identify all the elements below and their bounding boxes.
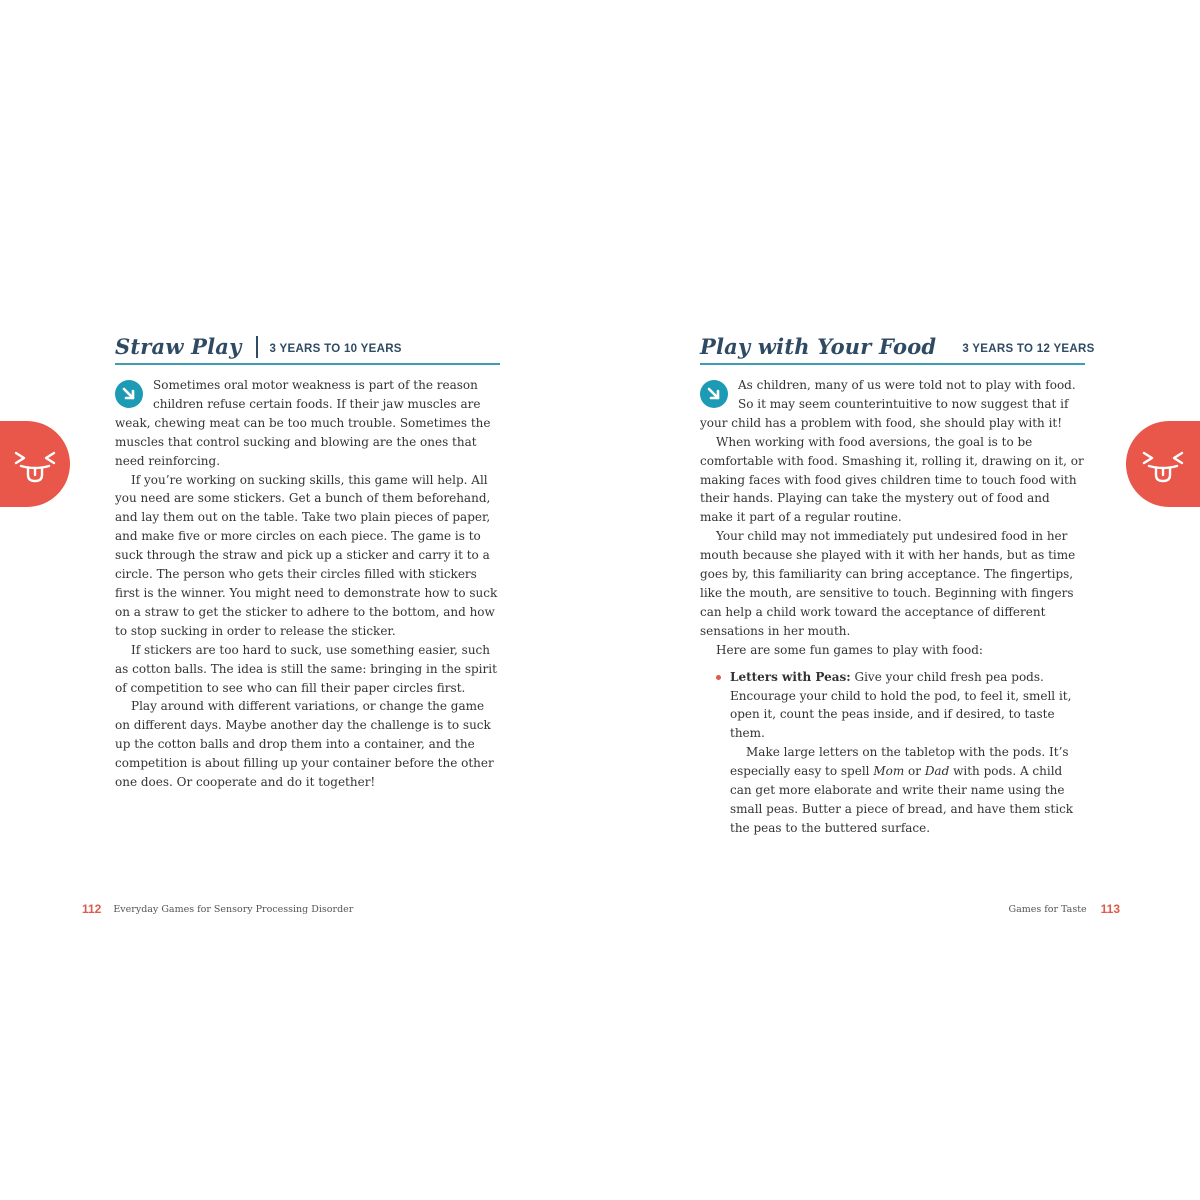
right-page (600, 0, 1200, 1200)
activity-title: Play with Your Food (700, 334, 937, 359)
activity-heading (115, 330, 500, 365)
paragraph: If stickers are too hard to suck, use something easier, such as cotton balls. The idea is still the same: bringing in the spirit of competition to see who can fill their paper circles first. (115, 642, 497, 695)
page-footer (82, 901, 353, 917)
paragraph: If you’re working on sucking skills, this game will help. All you need are some stickers. Get a bunch of them beforehand, and lay them out on the table. Take two plain pieces of paper, and make five or more circles on each piece. The game is to suck through the straw and pick up a sticker and carry it to a circle. The person who gets their circles filled with stickers first is the winner. You might need to demonstrate how to suck on a straw to get the sticker to adhere to the bottom, and how to stop sucking in order to release the sticker. (115, 472, 498, 638)
activity-heading (700, 330, 1095, 365)
list-item-body: Give your child fresh pea pods. Encourage your child to hold the pod, to feel it, smell it, open it, count the peas inside, and if desired, to taste them. (730, 669, 1072, 741)
continuation-text: Make large letters on the tabletop with the pods. It’s especially easy to spell (730, 745, 1069, 779)
page-number: 113 (1100, 902, 1120, 916)
emphasis-mom: Mom (873, 764, 905, 779)
continuation-text: or (904, 764, 925, 779)
game-list (700, 668, 1086, 838)
paragraph: Play around with different variations, or change the game on different days. Maybe another day the challenge is to suck up the cotton balls and drop them into a container, and the competition is about filling up your container before the other one does. Or cooperate and do it together! (115, 699, 494, 790)
paragraph-text: Sometimes oral motor weakness is part of the reason children refuse certain foods. If their jaw muscles are weak, chewing meat can be too much trouble. Sometimes the muscles that control sucking and blowing are the ones that need reinforcing. (115, 378, 491, 468)
paragraph-text: As children, many of us were told not to play with food. So it may seem counterintuitive to now suggest that if your child has a problem with food, she should play with it! (700, 378, 1076, 430)
arrow-down-right-icon (700, 380, 728, 408)
emphasis-dad: Dad (924, 764, 950, 779)
list-item-text (730, 668, 1086, 744)
section-tab-left (0, 421, 70, 507)
list-item (700, 668, 1086, 838)
running-head: Everyday Games for Sensory Processing Disorder (113, 903, 354, 915)
page-number: 112 (82, 902, 102, 916)
tongue-face-icon (12, 444, 58, 484)
continuation-text: with pods. A child can get more elaborate and write their name using the small peas. Butter a piece of bread, and have them stick the peas to the buttered surface. (730, 764, 1074, 835)
activity-body (115, 376, 501, 792)
activity-body (700, 376, 1086, 838)
list-item-lead: Letters with Peas: (730, 669, 851, 684)
bullet-dot (716, 675, 721, 680)
page-footer (1008, 901, 1120, 917)
activity-title: Straw Play (115, 334, 242, 359)
tongue-face-icon (1140, 444, 1186, 484)
paragraph: Your child may not immediately put undesired food in her mouth because she played with it with her hands, but as time goes by, this familiarity can bring acceptance. The fingertips, like the mouth, are sensitive to touch. Beginning with fingers can help a child work toward the acceptance of different sensations in her mouth. (700, 529, 1076, 638)
section-tab-right (1126, 421, 1200, 507)
arrow-down-right-icon (115, 380, 143, 408)
paragraph: When working with food aversions, the goal is to be comfortable with food. Smashing it, rolling it, drawing on it, or making faces with food gives children time to touch food with their hands. Playing can take the mystery out of food and make it part of a regular routine. (700, 434, 1084, 525)
list-item-continuation (730, 743, 1086, 838)
running-head: Games for Taste (1008, 903, 1087, 915)
age-range: 3 YEARS TO 10 YEARS (269, 342, 402, 355)
paragraph (115, 376, 501, 471)
heading-divider (256, 336, 258, 358)
paragraph (700, 376, 1086, 433)
age-range: 3 YEARS TO 12 YEARS (962, 342, 1095, 355)
paragraph: Here are some fun games to play with food: (716, 642, 983, 657)
